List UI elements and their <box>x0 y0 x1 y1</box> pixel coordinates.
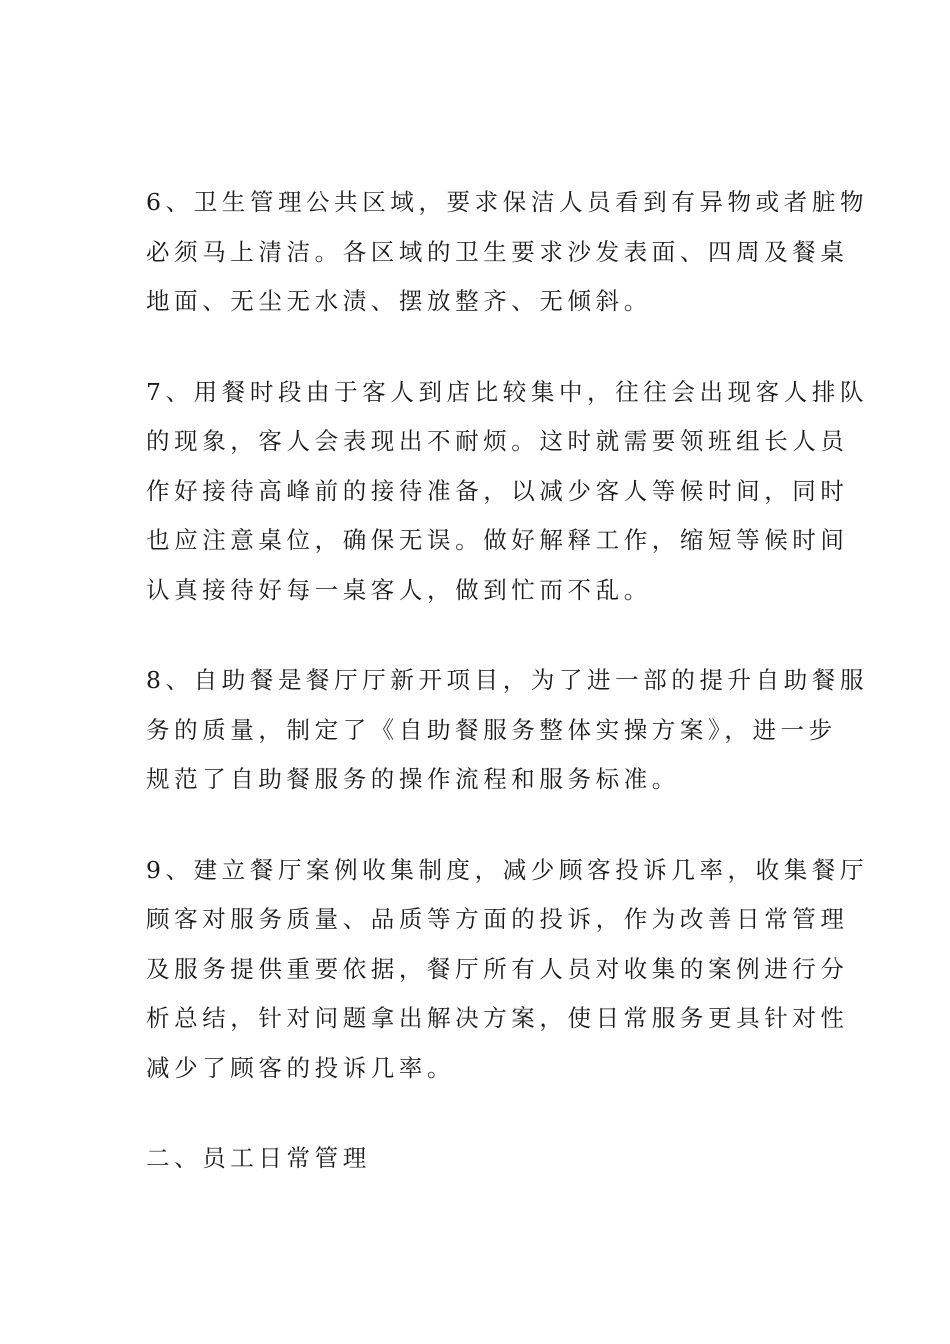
text-line: 认真接待好每一桌客人，做到忙而不乱。 <box>146 575 652 604</box>
document-body <box>146 178 869 1184</box>
text-line: 必须马上清洁。各区域的卫生要求沙发表面、四周及餐桌 <box>146 237 849 266</box>
text-line: 8、自助餐是餐厅厅新开项目，为了进一部的提升自助餐服 <box>146 666 869 694</box>
section-heading: 二、员工日常管理 <box>146 1144 371 1172</box>
text-line: 减少了顾客的投诉几率。 <box>146 1053 456 1082</box>
text-line: 务的质量，制定了《自助餐服务整体实操方案》，进一步 <box>146 715 837 744</box>
text-line: 析总结，针对问题拿出解决方案，使日常服务更具针对性 <box>146 1004 849 1032</box>
text-line: 也应注意桌位，确保无误。做好解释工作，缩短等候时间 <box>146 526 849 554</box>
text-line: 的现象，客人会表现出不耐烦。这时就需要领班组长人员 <box>146 427 849 455</box>
text-line: 9、建立餐厅案例收集制度，减少顾客投诉几率，收集餐厅 <box>146 855 869 884</box>
paragraph-item-6 <box>146 178 869 327</box>
text-line: 地面、无尘无水渍、摆放整齐、无倾斜。 <box>146 287 652 315</box>
paragraph-item-9 <box>146 846 869 1094</box>
text-line: 6、卫生管理公共区域，要求保洁人员看到有异物或者脏物 <box>146 188 869 216</box>
text-line: 及服务提供重要依据，餐厅所有人员对收集的案例进行分 <box>146 954 849 983</box>
paragraph-item-8 <box>146 656 869 805</box>
paragraph-item-7 <box>146 368 869 616</box>
text-line: 作好接待高峰前的接待准备，以减少客人等候时间，同时 <box>146 476 849 505</box>
text-line: 顾客对服务质量、品质等方面的投诉，作为改善日常管理 <box>146 905 849 933</box>
text-line: 7、用餐时段由于客人到店比较集中，往往会出现客人排队 <box>146 377 869 406</box>
text-line: 规范了自助餐服务的操作流程和服务标准。 <box>146 765 680 793</box>
